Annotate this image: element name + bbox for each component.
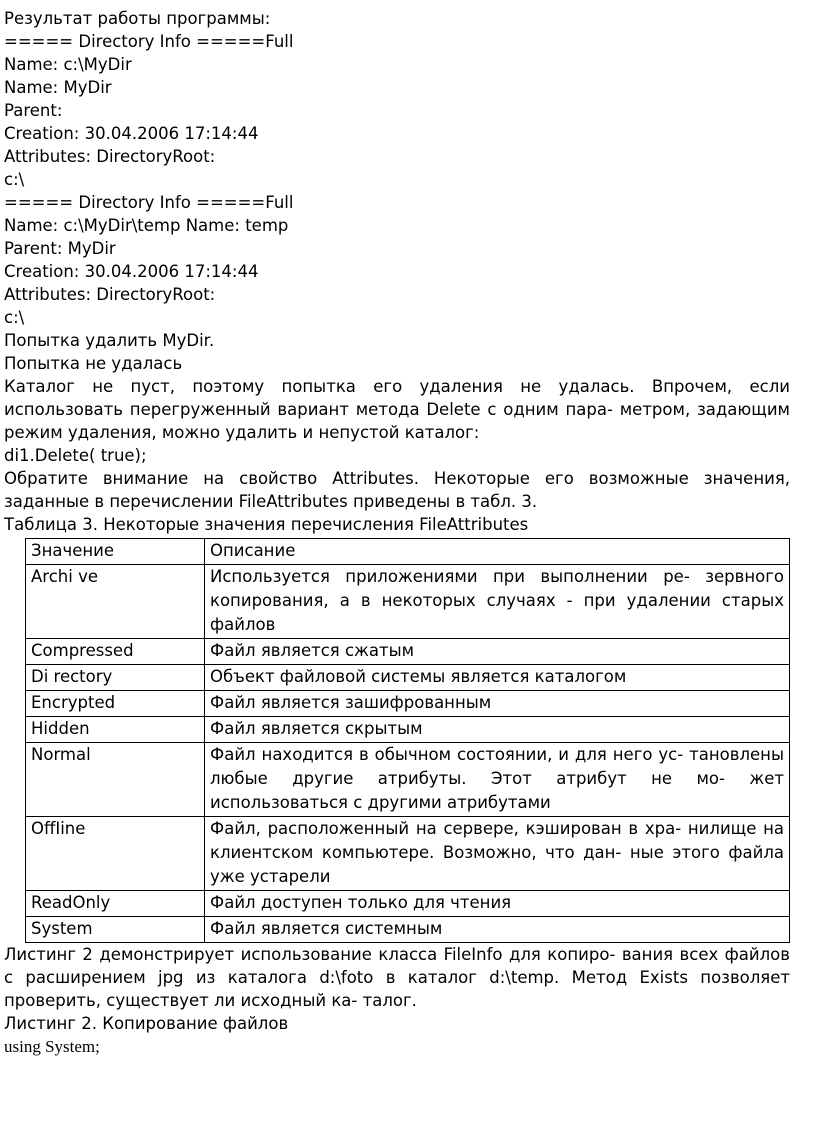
table-cell-description: Файл является системным: [205, 917, 790, 943]
output-line: Creation: 30.04.2006 17:14:44: [4, 262, 259, 281]
program-output-block: [4, 7, 790, 375]
output-line: Attributes: DirectoryRoot:: [4, 147, 216, 166]
table-cell-description: Файл находится в обычном состоянии, и для него ус- тановлены любые другие атрибуты. Этот атрибут не мо- жет использоваться с другими атрибутами: [205, 743, 790, 817]
table-cell-value: Compressed: [26, 639, 205, 665]
paragraph-delete-explanation: Каталог не пуст, поэтому попытка его удаления не удалась. Впрочем, если использовать перегруженный вариант метода Delete с одним пара- метром, задающим режим удаления, можно удалить и непустой каталог:: [4, 377, 790, 442]
table-cell-value: System: [26, 917, 205, 943]
table-cell-description: Объект файловой системы является каталогом: [205, 665, 790, 691]
code-using-system: using System;: [4, 1037, 100, 1056]
table-cell-value: Encrypted: [26, 691, 205, 717]
output-line: Name: MyDir: [4, 78, 112, 97]
table-cell-description: Используется приложениями при выполнении ре- зервного копирования, а в некоторых случаях - при удалении старых файлов: [205, 565, 790, 639]
output-line: Результат работы программы:: [4, 9, 271, 28]
table-cell-value: Normal: [26, 743, 205, 817]
output-line: c:\: [4, 170, 25, 189]
output-line: Name: c:\MyDir\temp Name: temp: [4, 216, 289, 235]
output-line: Name: c:\MyDir: [4, 55, 132, 74]
table-cell-value: ReadOnly: [26, 891, 205, 917]
table-caption: Таблица 3. Некоторые значения перечисления FileAttributes: [4, 515, 529, 534]
table-row: [26, 717, 790, 743]
table-row: [26, 691, 790, 717]
output-line: Parent: MyDir: [4, 239, 116, 258]
table-row: [26, 917, 790, 943]
output-line: Parent:: [4, 101, 63, 120]
table-row: [26, 891, 790, 917]
output-line: ===== Directory Info =====Full: [4, 32, 294, 51]
output-line: Attributes: DirectoryRoot:: [4, 285, 216, 304]
table-header-row: [26, 539, 790, 565]
output-line: Попытка не удалась: [4, 354, 183, 373]
file-attributes-table: [25, 538, 790, 943]
table-row: [26, 743, 790, 817]
table-cell-value: Hidden: [26, 717, 205, 743]
code-line-delete: di1.Delete( true);: [4, 446, 147, 465]
output-line: ===== Directory Info =====Full: [4, 193, 294, 212]
table-row: [26, 639, 790, 665]
table-cell-value: Archi ve: [26, 565, 205, 639]
table-cell-description: Файл является зашифрованным: [205, 691, 790, 717]
table-row: [26, 817, 790, 891]
table-header-value: Значение: [26, 539, 205, 565]
output-line: Попытка удалить MyDir.: [4, 331, 215, 350]
table-cell-description: Файл, расположенный на сервере, кэширован в хра- нилище на клиентском компьютере. Возможно, что дан- ные этого файла уже устарели: [205, 817, 790, 891]
table-cell-value: Di rectory: [26, 665, 205, 691]
listing-caption: Листинг 2. Копирование файлов: [4, 1014, 289, 1033]
table-row: [26, 565, 790, 639]
table-cell-description: Файл является сжатым: [205, 639, 790, 665]
table-header-description: Описание: [205, 539, 790, 565]
table-row: [26, 665, 790, 691]
output-line: Creation: 30.04.2006 17:14:44: [4, 124, 259, 143]
paragraph-listing2-intro: Листинг 2 демонстрирует использование класса FileInfo для копиро- вания всех файлов с расширением jpg из каталога d:\foto в каталог d:\temp. Метод Exists позволяет проверить, существует ли исходный ка- талог.: [4, 945, 790, 1010]
table-cell-description: Файл доступен только для чтения: [205, 891, 790, 917]
table-cell-description: Файл является скрытым: [205, 717, 790, 743]
table-cell-value: OffIine: [26, 817, 205, 891]
paragraph-attributes-note: Обратите внимание на свойство Attributes. Некоторые его возможные значения, заданные в перечислении FileAttributes приведены в табл. 3.: [4, 469, 790, 511]
output-line: c:\: [4, 308, 25, 327]
